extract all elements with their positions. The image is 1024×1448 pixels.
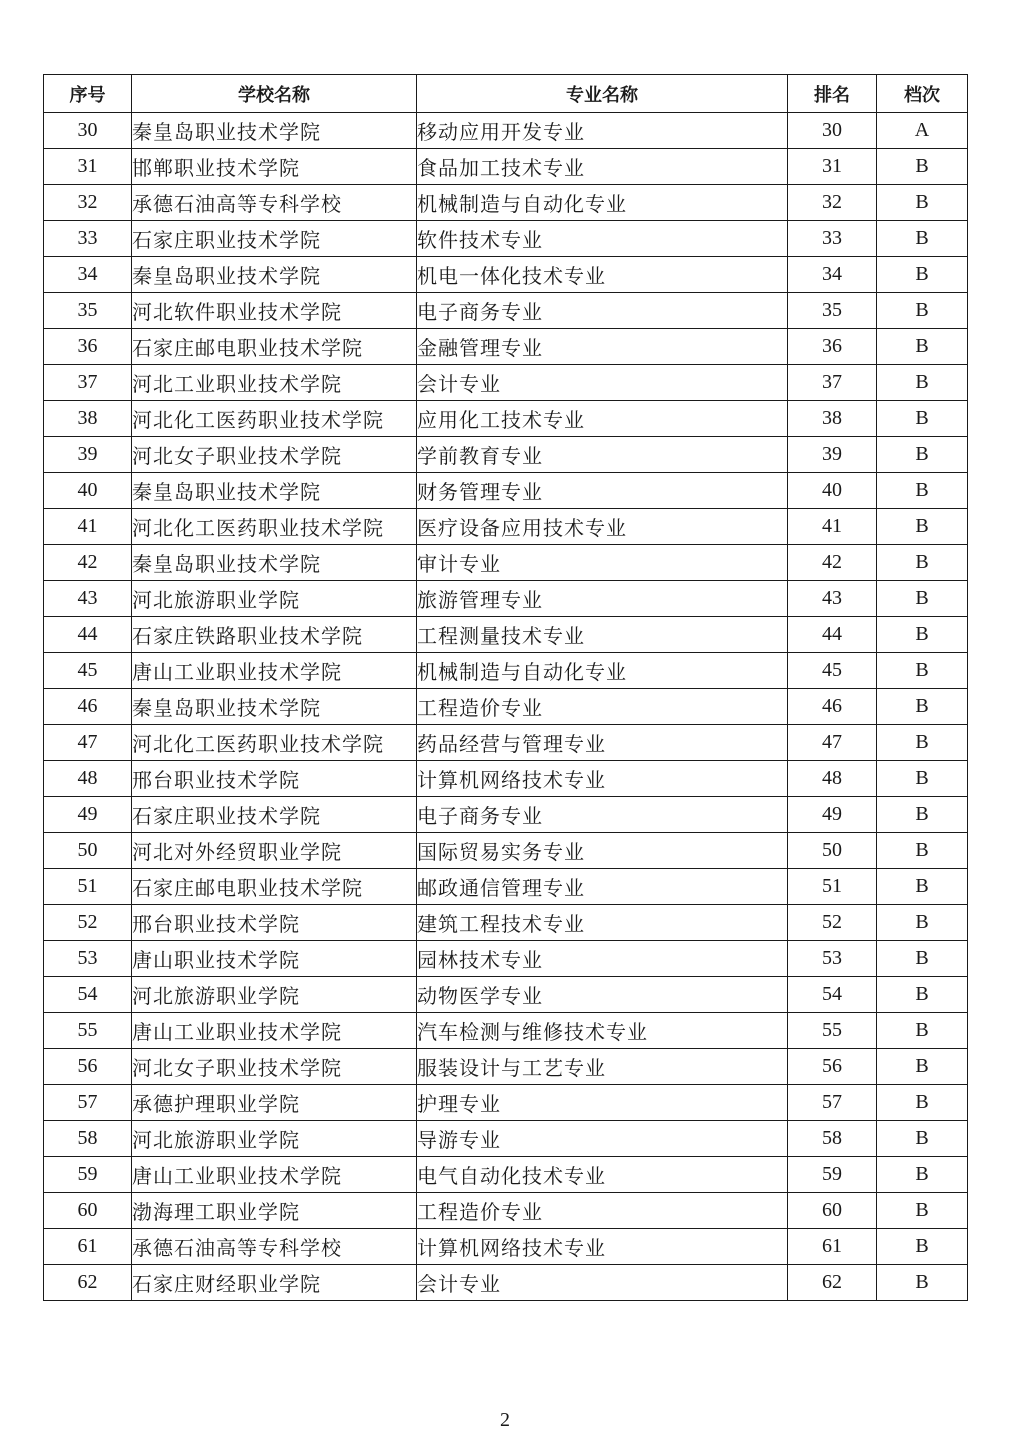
- cell-grade: B: [877, 401, 968, 437]
- cell-rank: 51: [788, 869, 877, 905]
- cell-grade: B: [877, 1229, 968, 1265]
- cell-grade: B: [877, 977, 968, 1013]
- cell-no: 35: [44, 293, 132, 329]
- cell-grade: B: [877, 257, 968, 293]
- cell-no: 30: [44, 113, 132, 149]
- cell-no: 44: [44, 617, 132, 653]
- cell-major-name: 汽车检测与维修技术专业: [417, 1013, 788, 1049]
- cell-school-name: 渤海理工职业学院: [132, 1193, 417, 1229]
- cell-rank: 53: [788, 941, 877, 977]
- table-row: [44, 1013, 968, 1049]
- cell-grade: B: [877, 653, 968, 689]
- cell-major-name: 计算机网络技术专业: [417, 1229, 788, 1265]
- cell-rank: 62: [788, 1265, 877, 1301]
- cell-rank: 56: [788, 1049, 877, 1085]
- cell-no: 58: [44, 1121, 132, 1157]
- cell-school-name: 石家庄职业技术学院: [132, 221, 417, 257]
- cell-school-name: 石家庄铁路职业技术学院: [132, 617, 417, 653]
- cell-rank: 61: [788, 1229, 877, 1265]
- cell-rank: 45: [788, 653, 877, 689]
- cell-rank: 30: [788, 113, 877, 149]
- cell-grade: B: [877, 833, 968, 869]
- table-row: [44, 581, 968, 617]
- table-row: [44, 329, 968, 365]
- cell-major-name: 机械制造与自动化专业: [417, 185, 788, 221]
- cell-grade: B: [877, 221, 968, 257]
- cell-no: 50: [44, 833, 132, 869]
- cell-no: 40: [44, 473, 132, 509]
- cell-rank: 47: [788, 725, 877, 761]
- cell-no: 62: [44, 1265, 132, 1301]
- table-row: [44, 941, 968, 977]
- cell-rank: 40: [788, 473, 877, 509]
- cell-no: 31: [44, 149, 132, 185]
- cell-no: 56: [44, 1049, 132, 1085]
- cell-school-name: 河北对外经贸职业学院: [132, 833, 417, 869]
- cell-school-name: 石家庄财经职业学院: [132, 1265, 417, 1301]
- cell-major-name: 金融管理专业: [417, 329, 788, 365]
- cell-no: 39: [44, 437, 132, 473]
- cell-major-name: 财务管理专业: [417, 473, 788, 509]
- cell-major-name: 应用化工技术专业: [417, 401, 788, 437]
- cell-major-name: 移动应用开发专业: [417, 113, 788, 149]
- cell-school-name: 邢台职业技术学院: [132, 761, 417, 797]
- cell-no: 36: [44, 329, 132, 365]
- cell-no: 47: [44, 725, 132, 761]
- table-row: [44, 437, 968, 473]
- cell-no: 54: [44, 977, 132, 1013]
- cell-major-name: 护理专业: [417, 1085, 788, 1121]
- cell-grade: B: [877, 1265, 968, 1301]
- cell-no: 37: [44, 365, 132, 401]
- cell-grade: B: [877, 473, 968, 509]
- table-row: [44, 1049, 968, 1085]
- cell-no: 46: [44, 689, 132, 725]
- cell-rank: 33: [788, 221, 877, 257]
- cell-grade: B: [877, 185, 968, 221]
- header-grade: 档次: [877, 75, 968, 113]
- header-school: 学校名称: [132, 75, 417, 113]
- cell-rank: 46: [788, 689, 877, 725]
- cell-school-name: 河北化工医药职业技术学院: [132, 725, 417, 761]
- cell-grade: B: [877, 581, 968, 617]
- table-row: [44, 1193, 968, 1229]
- cell-grade: B: [877, 941, 968, 977]
- cell-no: 49: [44, 797, 132, 833]
- cell-no: 34: [44, 257, 132, 293]
- table-row: [44, 221, 968, 257]
- cell-major-name: 学前教育专业: [417, 437, 788, 473]
- cell-major-name: 医疗设备应用技术专业: [417, 509, 788, 545]
- cell-rank: 32: [788, 185, 877, 221]
- table-row: [44, 1157, 968, 1193]
- cell-no: 38: [44, 401, 132, 437]
- cell-major-name: 工程造价专业: [417, 689, 788, 725]
- table-row: [44, 293, 968, 329]
- cell-major-name: 园林技术专业: [417, 941, 788, 977]
- cell-rank: 31: [788, 149, 877, 185]
- cell-school-name: 石家庄邮电职业技术学院: [132, 329, 417, 365]
- cell-grade: B: [877, 1049, 968, 1085]
- cell-school-name: 唐山工业职业技术学院: [132, 653, 417, 689]
- table-row: [44, 905, 968, 941]
- cell-rank: 49: [788, 797, 877, 833]
- cell-rank: 50: [788, 833, 877, 869]
- cell-rank: 42: [788, 545, 877, 581]
- cell-no: 48: [44, 761, 132, 797]
- table-row: [44, 1085, 968, 1121]
- cell-major-name: 会计专业: [417, 365, 788, 401]
- cell-grade: A: [877, 113, 968, 149]
- table-row: [44, 473, 968, 509]
- cell-rank: 38: [788, 401, 877, 437]
- cell-major-name: 建筑工程技术专业: [417, 905, 788, 941]
- cell-school-name: 秦皇岛职业技术学院: [132, 113, 417, 149]
- cell-school-name: 河北旅游职业学院: [132, 977, 417, 1013]
- cell-school-name: 秦皇岛职业技术学院: [132, 257, 417, 293]
- cell-no: 41: [44, 509, 132, 545]
- cell-major-name: 计算机网络技术专业: [417, 761, 788, 797]
- cell-grade: B: [877, 509, 968, 545]
- cell-grade: B: [877, 1193, 968, 1229]
- header-row: [44, 75, 968, 113]
- table-row: [44, 761, 968, 797]
- cell-school-name: 秦皇岛职业技术学院: [132, 545, 417, 581]
- cell-rank: 41: [788, 509, 877, 545]
- cell-grade: B: [877, 761, 968, 797]
- table-row: [44, 833, 968, 869]
- ranking-table: [43, 74, 968, 1301]
- table-row: [44, 977, 968, 1013]
- page-number: 2: [500, 1409, 510, 1431]
- cell-grade: B: [877, 1121, 968, 1157]
- cell-major-name: 软件技术专业: [417, 221, 788, 257]
- cell-grade: B: [877, 149, 968, 185]
- cell-school-name: 承德石油高等专科学校: [132, 1229, 417, 1265]
- cell-school-name: 承德石油高等专科学校: [132, 185, 417, 221]
- table-row: [44, 725, 968, 761]
- cell-school-name: 邯郸职业技术学院: [132, 149, 417, 185]
- table-row: [44, 545, 968, 581]
- cell-major-name: 机械制造与自动化专业: [417, 653, 788, 689]
- cell-school-name: 秦皇岛职业技术学院: [132, 689, 417, 725]
- table-row: [44, 1121, 968, 1157]
- cell-school-name: 河北化工医药职业技术学院: [132, 401, 417, 437]
- cell-no: 52: [44, 905, 132, 941]
- cell-school-name: 唐山职业技术学院: [132, 941, 417, 977]
- cell-no: 32: [44, 185, 132, 221]
- cell-rank: 54: [788, 977, 877, 1013]
- cell-grade: B: [877, 1157, 968, 1193]
- table-row: [44, 1265, 968, 1301]
- cell-grade: B: [877, 617, 968, 653]
- cell-rank: 48: [788, 761, 877, 797]
- table-row: [44, 617, 968, 653]
- cell-grade: B: [877, 329, 968, 365]
- cell-no: 53: [44, 941, 132, 977]
- table-row: [44, 401, 968, 437]
- cell-grade: B: [877, 905, 968, 941]
- cell-school-name: 河北软件职业技术学院: [132, 293, 417, 329]
- cell-major-name: 旅游管理专业: [417, 581, 788, 617]
- cell-school-name: 承德护理职业学院: [132, 1085, 417, 1121]
- cell-grade: B: [877, 293, 968, 329]
- cell-rank: 57: [788, 1085, 877, 1121]
- cell-grade: B: [877, 365, 968, 401]
- cell-major-name: 电子商务专业: [417, 293, 788, 329]
- cell-rank: 35: [788, 293, 877, 329]
- cell-rank: 52: [788, 905, 877, 941]
- cell-rank: 58: [788, 1121, 877, 1157]
- cell-no: 43: [44, 581, 132, 617]
- cell-school-name: 河北女子职业技术学院: [132, 1049, 417, 1085]
- cell-no: 57: [44, 1085, 132, 1121]
- table-header: [44, 75, 968, 113]
- cell-major-name: 导游专业: [417, 1121, 788, 1157]
- cell-no: 45: [44, 653, 132, 689]
- cell-major-name: 食品加工技术专业: [417, 149, 788, 185]
- table-body: [44, 113, 968, 1301]
- cell-rank: 55: [788, 1013, 877, 1049]
- table-row: [44, 185, 968, 221]
- table-row: [44, 689, 968, 725]
- cell-major-name: 国际贸易实务专业: [417, 833, 788, 869]
- cell-school-name: 秦皇岛职业技术学院: [132, 473, 417, 509]
- cell-school-name: 河北旅游职业学院: [132, 1121, 417, 1157]
- cell-major-name: 会计专业: [417, 1265, 788, 1301]
- cell-rank: 36: [788, 329, 877, 365]
- cell-major-name: 动物医学专业: [417, 977, 788, 1013]
- cell-rank: 44: [788, 617, 877, 653]
- cell-major-name: 电子商务专业: [417, 797, 788, 833]
- cell-grade: B: [877, 545, 968, 581]
- cell-school-name: 邢台职业技术学院: [132, 905, 417, 941]
- cell-major-name: 机电一体化技术专业: [417, 257, 788, 293]
- header-no: 序号: [44, 75, 132, 113]
- cell-rank: 37: [788, 365, 877, 401]
- cell-school-name: 河北旅游职业学院: [132, 581, 417, 617]
- cell-major-name: 药品经营与管理专业: [417, 725, 788, 761]
- cell-grade: B: [877, 797, 968, 833]
- cell-grade: B: [877, 689, 968, 725]
- cell-rank: 59: [788, 1157, 877, 1193]
- cell-school-name: 河北工业职业技术学院: [132, 365, 417, 401]
- cell-school-name: 石家庄职业技术学院: [132, 797, 417, 833]
- table-row: [44, 365, 968, 401]
- cell-no: 60: [44, 1193, 132, 1229]
- cell-grade: B: [877, 725, 968, 761]
- table-row: [44, 113, 968, 149]
- table-row: [44, 257, 968, 293]
- table-row: [44, 1229, 968, 1265]
- cell-rank: 60: [788, 1193, 877, 1229]
- table-row: [44, 869, 968, 905]
- cell-no: 33: [44, 221, 132, 257]
- cell-school-name: 河北化工医药职业技术学院: [132, 509, 417, 545]
- cell-major-name: 审计专业: [417, 545, 788, 581]
- cell-grade: B: [877, 1013, 968, 1049]
- cell-grade: B: [877, 437, 968, 473]
- header-major: 专业名称: [417, 75, 788, 113]
- cell-school-name: 唐山工业职业技术学院: [132, 1157, 417, 1193]
- cell-major-name: 邮政通信管理专业: [417, 869, 788, 905]
- cell-rank: 39: [788, 437, 877, 473]
- table-row: [44, 653, 968, 689]
- table-row: [44, 509, 968, 545]
- cell-grade: B: [877, 869, 968, 905]
- cell-no: 61: [44, 1229, 132, 1265]
- cell-no: 59: [44, 1157, 132, 1193]
- cell-grade: B: [877, 1085, 968, 1121]
- cell-major-name: 工程测量技术专业: [417, 617, 788, 653]
- cell-rank: 43: [788, 581, 877, 617]
- cell-rank: 34: [788, 257, 877, 293]
- cell-major-name: 服装设计与工艺专业: [417, 1049, 788, 1085]
- cell-no: 51: [44, 869, 132, 905]
- cell-school-name: 石家庄邮电职业技术学院: [132, 869, 417, 905]
- cell-no: 55: [44, 1013, 132, 1049]
- cell-school-name: 唐山工业职业技术学院: [132, 1013, 417, 1049]
- cell-no: 42: [44, 545, 132, 581]
- table-row: [44, 149, 968, 185]
- cell-major-name: 电气自动化技术专业: [417, 1157, 788, 1193]
- header-rank: 排名: [788, 75, 877, 113]
- cell-major-name: 工程造价专业: [417, 1193, 788, 1229]
- cell-school-name: 河北女子职业技术学院: [132, 437, 417, 473]
- table-row: [44, 797, 968, 833]
